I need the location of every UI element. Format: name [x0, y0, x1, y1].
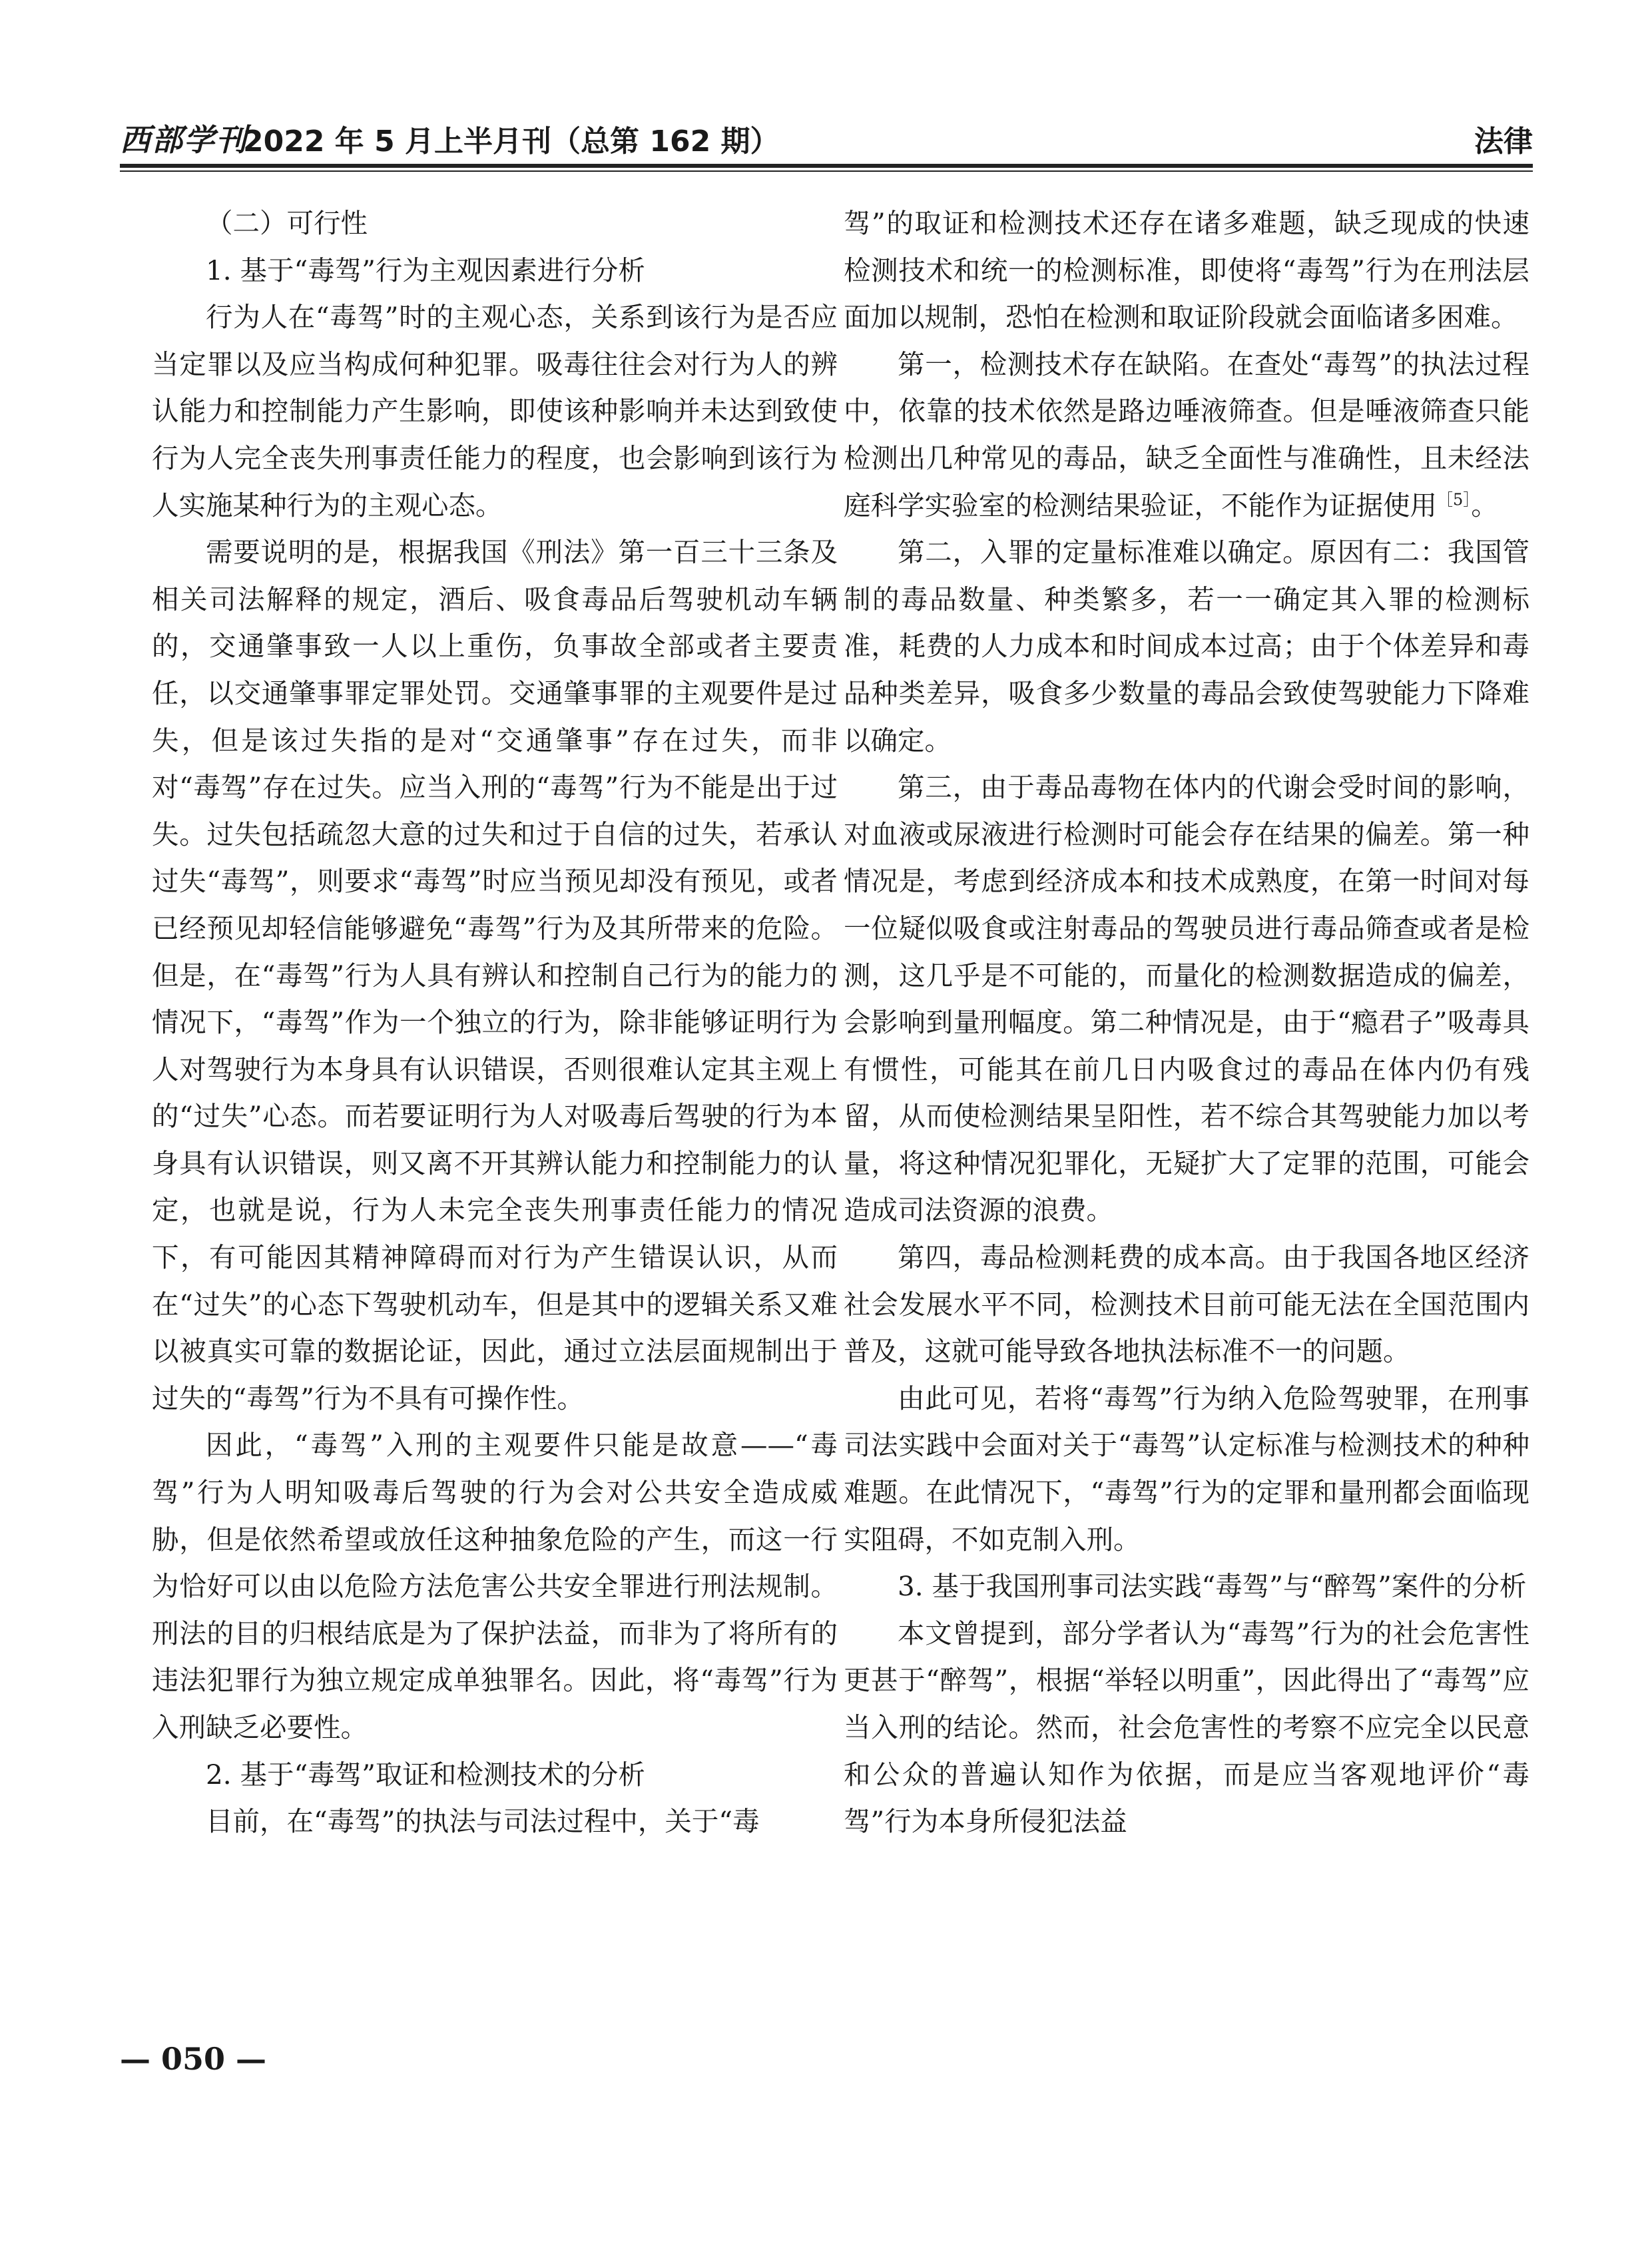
- section-heading: （二）可行性: [206, 207, 368, 239]
- issue-info: 2022 年 5 月上半月刊（总第 162 期）: [243, 125, 780, 158]
- subsection-heading: 3. 基于我国刑事司法实践“毒驾”与“醉驾”案件的分析: [898, 1570, 1527, 1603]
- left-column: [152, 200, 838, 1845]
- header-rule-thick: [120, 164, 1533, 168]
- subsection-heading: 2. 基于“毒驾”取证和检测技术的分析: [206, 1758, 645, 1791]
- page-header: [120, 113, 1533, 160]
- paragraph: 第四，毒品检测耗费的成本高。由于我国各地区经济社会发展水平不同，检测技术目前可能无法在全国范围内普及，这就可能导致各地执法标准不一的问题。: [844, 1241, 1529, 1368]
- paragraph: 行为人在“毒驾”时的主观心态，关系到该行为是否应当定罪以及应当构成何种犯罪。吸毒往往会对行为人的辨认能力和控制能力产生影响，即使该种影响并未达到致使行为人完全丧失刑事责任能力的程度，也会影响到该行为人实施某种行为的主观心态。: [152, 301, 838, 521]
- paragraph: 目前，在“毒驾”的执法与司法过程中，关于“毒: [206, 1805, 760, 1838]
- subsection-heading: 1. 基于“毒驾”行为主观因素进行分析: [206, 254, 645, 286]
- page-number: — 050 —: [120, 2041, 267, 2077]
- right-column: [844, 200, 1529, 1845]
- paragraph: 需要说明的是，根据我国《刑法》第一百三十三条及相关司法解释的规定，酒后、吸食毒品后驾驶机动车辆的，交通肇事致一人以上重伤，负事故全部或者主要责任，以交通肇事罪定罪处罚。交通肇事罪的主观要件是过失，但是该过失指的是对“交通肇事”存在过失，而非对“毒驾”存在过失。应当入刑的“毒驾”行为不能是出于过失。过失包括疏忽大意的过失和过于自信的过失，若承认过失“毒驾”，则要求“毒驾”时应当预见却没有预见，或者已经预见却轻信能够避免“毒驾”行为及其所带来的危险。但是，在“毒驾”行为人具有辨认和控制自己行为的能力的情况下，“毒驾”作为一个独立的行为，除非能够证明行为人对驾驶行为本身具有认识错误，否则很难认定其主观上的“过失”心态。而若要证明行为人对吸毒后驾驶的行为本身具有认识错误，则又离不开其辨认能力和控制能力的认定，也就是说，行为人未完全丧失刑事责任能力的情况下，有可能因其精神障碍而对行为产生错误认识，从而在“过失”的心态下驾驶机动车，但是其中的逻辑关系又难以被真实可靠的数据论证，因此，通过立法层面规制出于过失的“毒驾”行为不具有可操作性。: [152, 536, 838, 1414]
- header-rule-thin: [120, 170, 1533, 172]
- citation-ref: ［5］: [1437, 490, 1472, 509]
- paragraph: 本文曾提到，部分学者认为“毒驾”行为的社会危害性更甚于“醉驾”，根据“举轻以明重”，因此得出了“毒驾”应当入刑的结论。然而，社会危害性的考察不应完全以民意和公众的普遍认知作为依据，而是应当客观地评价“毒驾”行为本身所侵犯法益: [844, 1617, 1529, 1838]
- paragraph: 因此，“毒驾”入刑的主观要件只能是故意——“毒驾”行为人明知吸毒后驾驶的行为会对公共安全造成威胁，但是依然希望或放任这种抽象危险的产生，而这一行为恰好可以由以危险方法危害公共安全罪进行刑法规制。刑法的目的归根结底是为了保护法益，而非为了将所有的违法犯罪行为独立规定成单独罪名。因此，将“毒驾”行为入刑缺乏必要性。: [152, 1429, 838, 1743]
- paragraph: [844, 341, 1529, 529]
- paragraph: 第二，入罪的定量标准难以确定。原因有二：我国管制的毒品数量、种类繁多，若一一确定其入罪的检测标准，耗费的人力成本和时间成本过高；由于个体差异和毒品种类差异，吸食多少数量的毒品会致使驾驶能力下降难以确定。: [844, 536, 1529, 756]
- citation-tail: 。: [1471, 489, 1498, 521]
- section-label: 法律: [1474, 125, 1533, 158]
- paragraph: 由此可见，若将“毒驾”行为纳入危险驾驶罪，在刑事司法实践中会面对关于“毒驾”认定标准与检测技术的种种难题。在此情况下，“毒驾”行为的定罪和量刑都会面临现实阻碍，不如克制入刑。: [844, 1382, 1529, 1555]
- paragraph-continued: 驾”的取证和检测技术还存在诸多难题，缺乏现成的快速检测技术和统一的检测标准，即使将“毒驾”行为在刑法层面加以规制，恐怕在检测和取证阶段就会面临诸多困难。: [844, 207, 1529, 334]
- journal-logo: 西部学刊: [120, 122, 248, 158]
- paragraph-text: 第一，检测技术存在缺陷。在查处“毒驾”的执法过程中，依靠的技术依然是路边唾液筛查。但是唾液筛查只能检测出几种常见的毒品，缺乏全面性与准确性，且未经法庭科学实验室的检测结果验证，不能作为证据使用: [844, 348, 1529, 521]
- paragraph: 第三，由于毒品毒物在体内的代谢会受时间的影响，对血液或尿液进行检测时可能会存在结果的偏差。第一种情况是，考虑到经济成本和技术成熟度，在第一时间对每一位疑似吸食或注射毒品的驾驶员进行毒品筛查或者是检测，这几乎是不可能的，而量化的检测数据造成的偏差，会影响到量刑幅度。第二种情况是，由于“瘾君子”吸毒具有惯性，可能其在前几日内吸食过的毒品在体内仍有残留，从而使检测结果呈阳性，若不综合其驾驶能力加以考量，将这种情况犯罪化，无疑扩大了定罪的范围，可能会造成司法资源的浪费。: [844, 771, 1529, 1227]
